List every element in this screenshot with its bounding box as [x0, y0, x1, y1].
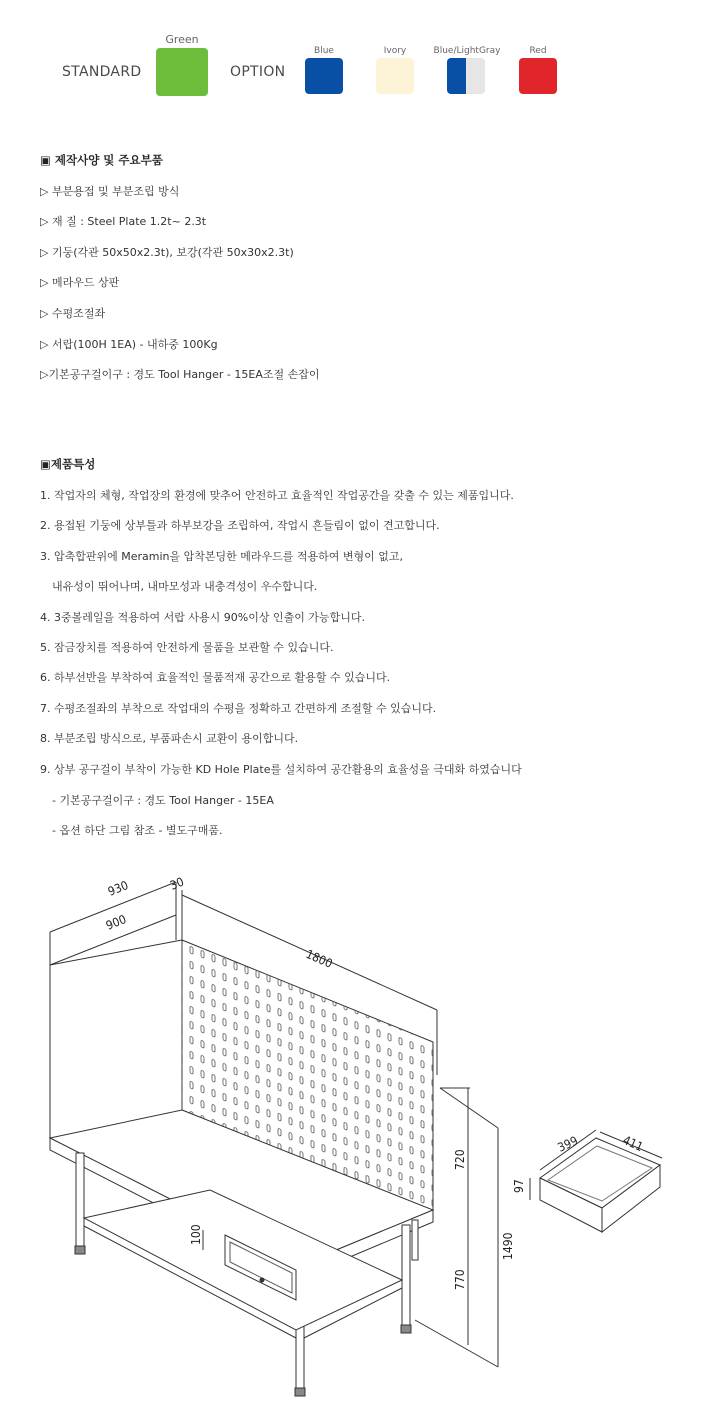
- dim-770-label: 770: [453, 1269, 467, 1290]
- spec-item: ▷ 기둥(각관 50x50x2.3t), 보강(각관 50x30x2.3t): [40, 246, 294, 259]
- workbench-drawing: [0, 860, 709, 1417]
- ivory-swatch: [376, 58, 414, 94]
- feature-subitem: - 옵션 하단 그림 참조 - 별도구매품.: [52, 824, 223, 837]
- ivory-label: Ivory: [383, 46, 407, 56]
- feature-item: 내유성이 뛰어나며, 내마모성과 내충격성이 우수합니다.: [52, 580, 318, 593]
- option-label: OPTION: [230, 64, 286, 80]
- feature-item: 4. 3중볼레일을 적용하여 서랍 사용시 90%이상 인출이 가능합니다.: [40, 611, 365, 624]
- leg-back-right: [402, 1225, 410, 1325]
- bluelightgray-label: Blue/LightGray: [433, 46, 501, 56]
- feature-item: 6. 하부선반을 부착하여 효율적인 물품적재 공간으로 활용할 수 있습니다.: [40, 671, 391, 684]
- leg-front-left: [76, 1153, 84, 1246]
- red-label: Red: [529, 46, 547, 56]
- blue-label: Blue: [314, 46, 334, 56]
- blue-swatch: [305, 58, 343, 94]
- dim-930-label: 930: [105, 878, 131, 899]
- spec-item: ▷ 부분용접 및 부분조립 방식: [40, 185, 180, 198]
- bluelightgray-swatch: [447, 58, 485, 94]
- feature-item: 8. 부분조립 방식으로, 부품파손시 교환이 용이합니다.: [40, 732, 299, 745]
- specs-heading: ▣ 제작사양 및 주요부품: [40, 153, 163, 167]
- standard-label: STANDARD: [62, 64, 142, 80]
- spec-item: ▷ 메라우드 상판: [40, 276, 120, 289]
- drawer-97-label: 97: [512, 1179, 526, 1193]
- spec-item: ▷ 서랍(100H 1EA) - 내하중 100Kg: [40, 338, 218, 351]
- dim-1490-label: 1490: [501, 1232, 515, 1260]
- feature-item: 3. 압축합판위에 Meramin을 압착본딩한 메라우드를 적용하여 변형이 없고,: [40, 550, 404, 563]
- dim-1800-label: 1800: [303, 946, 335, 971]
- dim-100-label: 100: [189, 1224, 203, 1245]
- green-label: Green: [165, 33, 199, 46]
- drawer-399-label: 399: [555, 1133, 581, 1155]
- red-swatch: [519, 58, 557, 94]
- feature-item: 2. 용접된 기둥에 상부틀과 하부보강을 조립하여, 작업시 흔들림이 없이 견고합니다.: [40, 519, 440, 532]
- feature-item: 7. 수평조절좌의 부착으로 작업대의 수평을 정확하고 간편하게 조절할 수 있습니다.: [40, 702, 437, 715]
- dim-720-label: 720: [453, 1149, 467, 1170]
- spec-item: ▷기본공구걸이구 : 경도 Tool Hanger - 15EA조절 손잡이: [40, 368, 320, 381]
- feature-item: 5. 잠금장치를 적용하여 안전하게 물품을 보관할 수 있습니다.: [40, 641, 334, 654]
- green-swatch: [156, 48, 208, 96]
- feature-item: 9. 상부 공구걸이 부착이 가능한 KD Hole Plate를 설치하여 공간활용의 효율성을 극대화 하였습니다: [40, 763, 522, 776]
- drawer-411-label: 411: [620, 1132, 646, 1155]
- features-heading: ▣제품특성: [40, 457, 96, 471]
- spec-item: ▷ 수평조절좌: [40, 307, 106, 320]
- dim-30-label: 30: [167, 874, 186, 893]
- feature-item: 1. 작업자의 체형, 작업장의 환경에 맞추어 안전하고 효율적인 작업공간을 갖출 수 있는 제품입니다.: [40, 489, 514, 502]
- dim-900-label: 900: [103, 912, 129, 933]
- feature-subitem: - 기본공구걸이구 : 경도 Tool Hanger - 15EA: [52, 794, 274, 807]
- spec-item: ▷ 재 질 : Steel Plate 1.2t~ 2.3t: [40, 215, 207, 228]
